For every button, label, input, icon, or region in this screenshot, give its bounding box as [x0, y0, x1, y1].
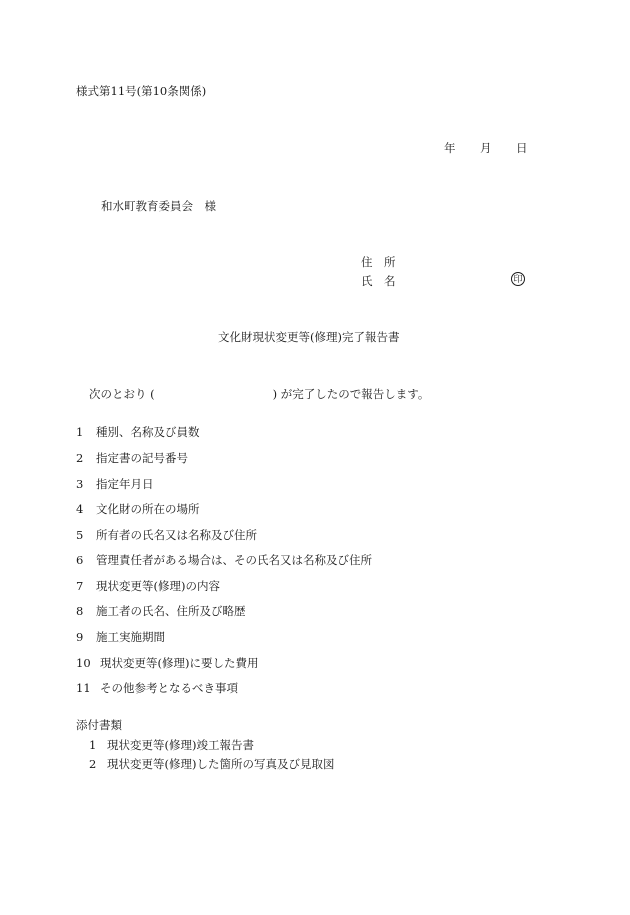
attachment-text: 現状変更等(修理)した箇所の写真及び見取図 [107, 757, 335, 771]
item-number: 6 [76, 553, 84, 567]
intro-sentence [89, 387, 429, 401]
document-title: 文化財現状変更等(修理)完了報告書 [218, 330, 400, 344]
attachment-number: 2 [89, 757, 97, 771]
item-text: 指定書の記号番号 [96, 451, 188, 465]
seal-mark: 印 [511, 272, 525, 286]
item-number: 10 [76, 656, 91, 670]
attachment-item [89, 757, 334, 771]
item-text: 種別、名称及び員数 [96, 425, 200, 439]
list-item [76, 630, 165, 644]
intro-before: 次のとおり ( [89, 387, 155, 401]
address-label: 住 所 [361, 255, 396, 269]
attachment-number: 1 [89, 738, 97, 752]
list-item [76, 579, 220, 593]
list-item [76, 681, 238, 695]
item-number: 1 [76, 425, 84, 439]
item-number: 3 [76, 477, 84, 491]
list-item [76, 451, 188, 465]
attachment-item [89, 738, 254, 752]
item-number: 7 [76, 579, 84, 593]
item-number: 4 [76, 502, 84, 516]
item-text: 文化財の所在の場所 [96, 502, 200, 516]
item-text: その他参考となるべき事項 [100, 681, 238, 695]
item-number: 8 [76, 604, 84, 618]
date-day-label: 日 [516, 141, 528, 155]
name-label: 氏 名 [361, 274, 396, 288]
item-text: 現状変更等(修理)に要した費用 [100, 656, 259, 670]
list-item [76, 604, 246, 618]
attachments-heading: 添付書類 [76, 718, 122, 732]
item-text: 管理責任者がある場合は、その氏名又は名称及び住所 [96, 553, 372, 567]
list-item [76, 477, 154, 491]
item-text: 指定年月日 [96, 477, 154, 491]
list-item [76, 528, 257, 542]
item-text: 施工実施期間 [96, 630, 165, 644]
date-year-label: 年 [444, 141, 456, 155]
item-text: 現状変更等(修理)の内容 [96, 579, 220, 593]
item-text: 所有者の氏名又は名称及び住所 [96, 528, 257, 542]
list-item [76, 553, 372, 567]
list-item [76, 656, 258, 670]
list-item [76, 502, 200, 516]
item-text: 施工者の氏名、住所及び略歴 [96, 604, 246, 618]
date-month-label: 月 [480, 141, 492, 155]
list-item [76, 425, 200, 439]
item-number: 5 [76, 528, 84, 542]
item-number: 11 [76, 681, 91, 695]
intro-after: ) が完了したので報告します。 [272, 387, 430, 401]
form-number: 様式第11号(第10条関係) [76, 84, 207, 98]
addressee: 和水町教育委員会 様 [101, 199, 216, 213]
item-number: 9 [76, 630, 84, 644]
attachment-text: 現状変更等(修理)竣工報告書 [107, 738, 254, 752]
item-number: 2 [76, 451, 84, 465]
